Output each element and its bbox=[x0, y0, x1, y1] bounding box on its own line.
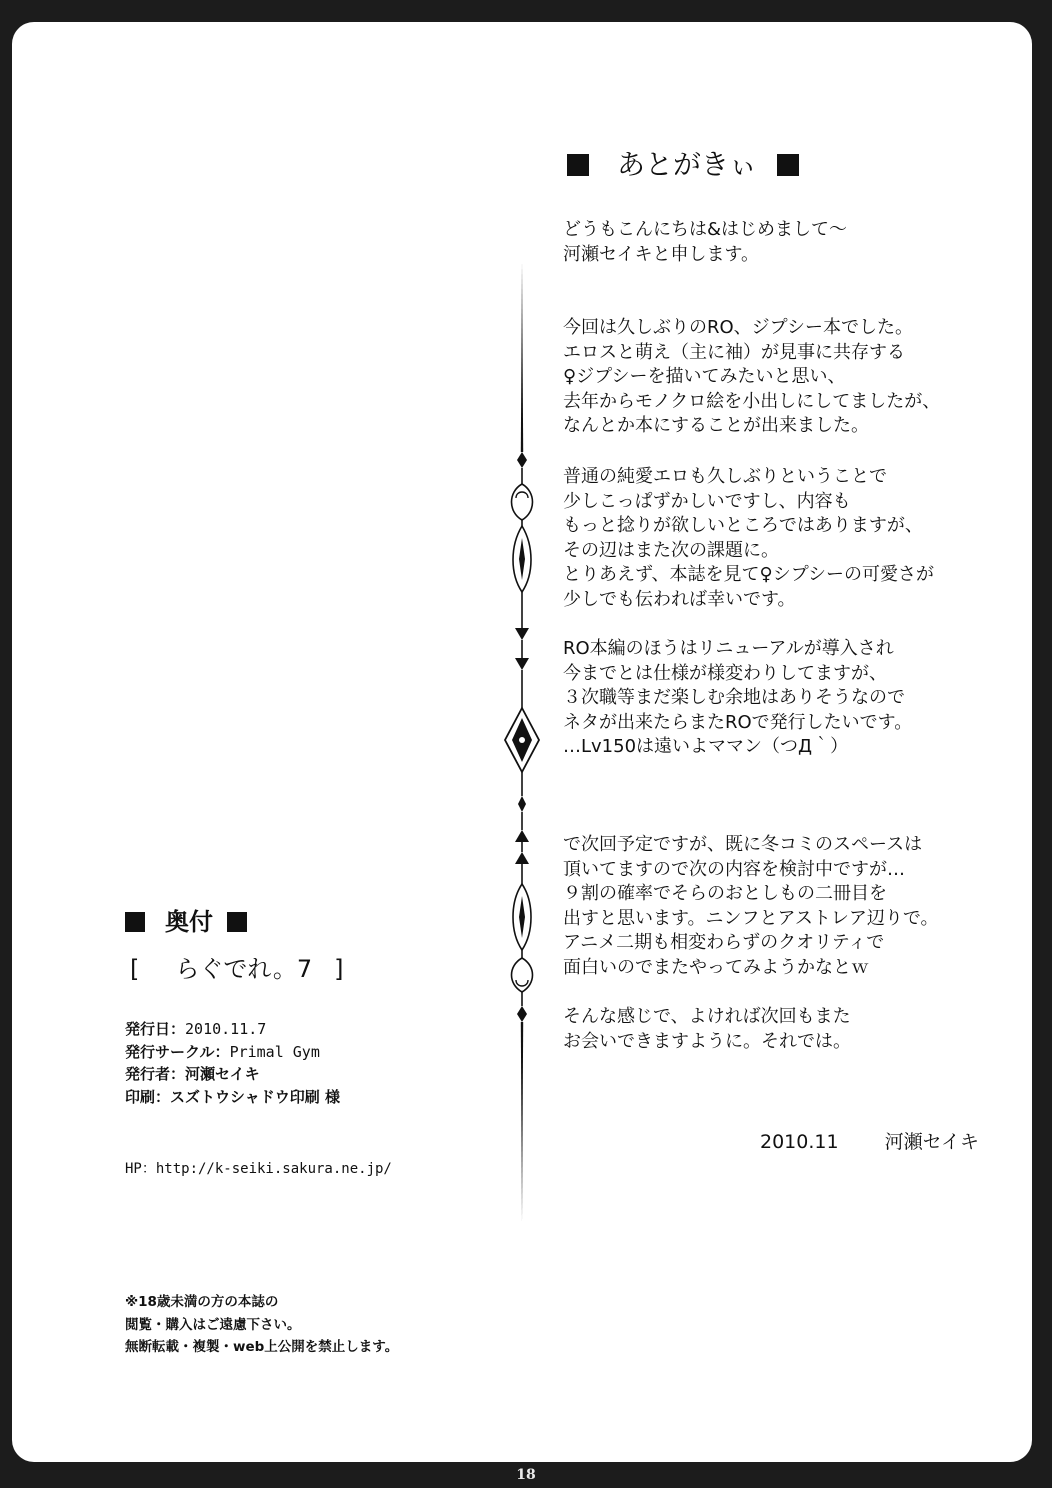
bracket-close: ] bbox=[334, 955, 344, 983]
text-line: 面白いのでまたやってみようかなとｗ bbox=[563, 956, 869, 978]
text-line: もっと捻りが欲しいところではありますが、 bbox=[563, 515, 923, 536]
text-line: …Lv150は遠いよママン（つД｀） bbox=[563, 736, 849, 757]
afterword-paragraph bbox=[563, 465, 934, 612]
afterword-paragraph bbox=[563, 833, 938, 980]
afterword-paragraph bbox=[563, 637, 912, 760]
text-line: お会いできますように。それでは。 bbox=[563, 1030, 851, 1052]
ornamental-divider bbox=[502, 262, 542, 1222]
text-line: 頂いてますので次の内容を検討中ですが… bbox=[563, 858, 905, 880]
text-line: その辺はまた次の課題に。 bbox=[563, 539, 779, 561]
text-line: 去年からモノクロ絵を小出しにしてましたが、 bbox=[563, 390, 941, 412]
text-line: 普通の純愛エロも久しぶりということで bbox=[563, 466, 887, 487]
text-line: とりあえず、本誌を見て♀シプシーの可愛さが bbox=[563, 564, 935, 585]
notice-line: 無断転載・複製・web上公開を禁止します。 bbox=[125, 1339, 399, 1355]
text-line: ３次職等まだ楽しむ余地はありそうなので bbox=[563, 687, 905, 708]
text-line: エロスと萌え（主に袖）が見事に共存する bbox=[563, 341, 905, 363]
age-notice bbox=[125, 1291, 398, 1359]
text-line: 今までとは仕様が様変わりしてますが、 bbox=[563, 662, 887, 684]
colophon-info bbox=[125, 1018, 340, 1108]
publisher-row bbox=[125, 1063, 340, 1086]
afterword-paragraph bbox=[563, 218, 847, 267]
heading-square-right bbox=[227, 912, 247, 932]
printer-label: 印刷： bbox=[125, 1087, 171, 1106]
afterword-paragraph bbox=[563, 1005, 851, 1054]
bracket-open: [ bbox=[130, 955, 140, 983]
page-number: 18 bbox=[516, 1467, 536, 1483]
publisher-value: 河瀬セイキ bbox=[185, 1065, 260, 1083]
release-date-value: 2010.11.7 bbox=[185, 1020, 267, 1038]
circle-value: Primal Gym bbox=[229, 1042, 320, 1061]
afterword-title: あとがきぃ bbox=[617, 148, 758, 181]
release-date-label: 発行日： bbox=[125, 1020, 186, 1038]
text-line: 少しこっぱずかしいですし、内容も bbox=[563, 490, 851, 512]
printer-row bbox=[125, 1086, 340, 1109]
colophon-title: 奥付 bbox=[165, 908, 213, 936]
text-line: で次回予定ですが、既に冬コミのスペースは bbox=[563, 834, 923, 855]
text-line: ９割の確率でそらのおとしもの二冊目を bbox=[563, 883, 887, 904]
text-line: 少しでも伝われば幸いです。 bbox=[563, 588, 796, 610]
release-date-row bbox=[125, 1018, 340, 1041]
publisher-label: 発行者： bbox=[125, 1065, 186, 1083]
text-line: 河瀬セイキと申します。 bbox=[563, 243, 760, 265]
text-line: ネタが出来たらまたROで発行したいです。 bbox=[563, 711, 913, 733]
afterword-signature bbox=[760, 1127, 979, 1154]
afterword-paragraph bbox=[563, 316, 940, 439]
text-line: ♀ジプシーを描いてみたいと思い、 bbox=[563, 366, 846, 387]
notice-line: ※18歳未満の方の本誌の bbox=[125, 1294, 279, 1310]
circle-row bbox=[125, 1041, 340, 1064]
homepage-url[interactable]: HP：http://k-seiki.sakura.ne.jp/ bbox=[125, 1161, 392, 1177]
circle-label: 発行サークル： bbox=[125, 1042, 230, 1061]
text-line: 出すと思います。ニンフとアストレア辺りで。 bbox=[563, 907, 939, 929]
signature-date: 2010.11 bbox=[760, 1131, 839, 1153]
text-line: アニメ二期も相変わらずのクオリティで bbox=[563, 932, 885, 953]
signature-author: 河瀬セイキ bbox=[884, 1131, 980, 1153]
printer-value: スズトウシャドウ印刷 様 bbox=[170, 1087, 340, 1106]
heading-square-right bbox=[777, 154, 799, 176]
colophon-heading bbox=[125, 906, 247, 938]
text-line: どうもこんにちは&はじめまして～ bbox=[563, 219, 848, 240]
text-line: 今回は久しぶりのRO、ジプシー本でした。 bbox=[563, 317, 913, 338]
afterword-heading bbox=[567, 145, 799, 185]
book-title-text: らぐでれ。7 bbox=[175, 955, 313, 983]
heading-square-left bbox=[125, 912, 145, 932]
text-line: そんな感じで、よければ次回もまた bbox=[563, 1006, 851, 1027]
book-title bbox=[130, 953, 343, 985]
text-line: なんとか本にすることが出来ました。 bbox=[563, 415, 869, 436]
heading-square-left bbox=[567, 154, 589, 176]
notice-line: 閲覧・購入はご遠慮下さい。 bbox=[125, 1316, 301, 1333]
text-line: RO本編のほうはリニューアルが導入され bbox=[563, 638, 894, 659]
